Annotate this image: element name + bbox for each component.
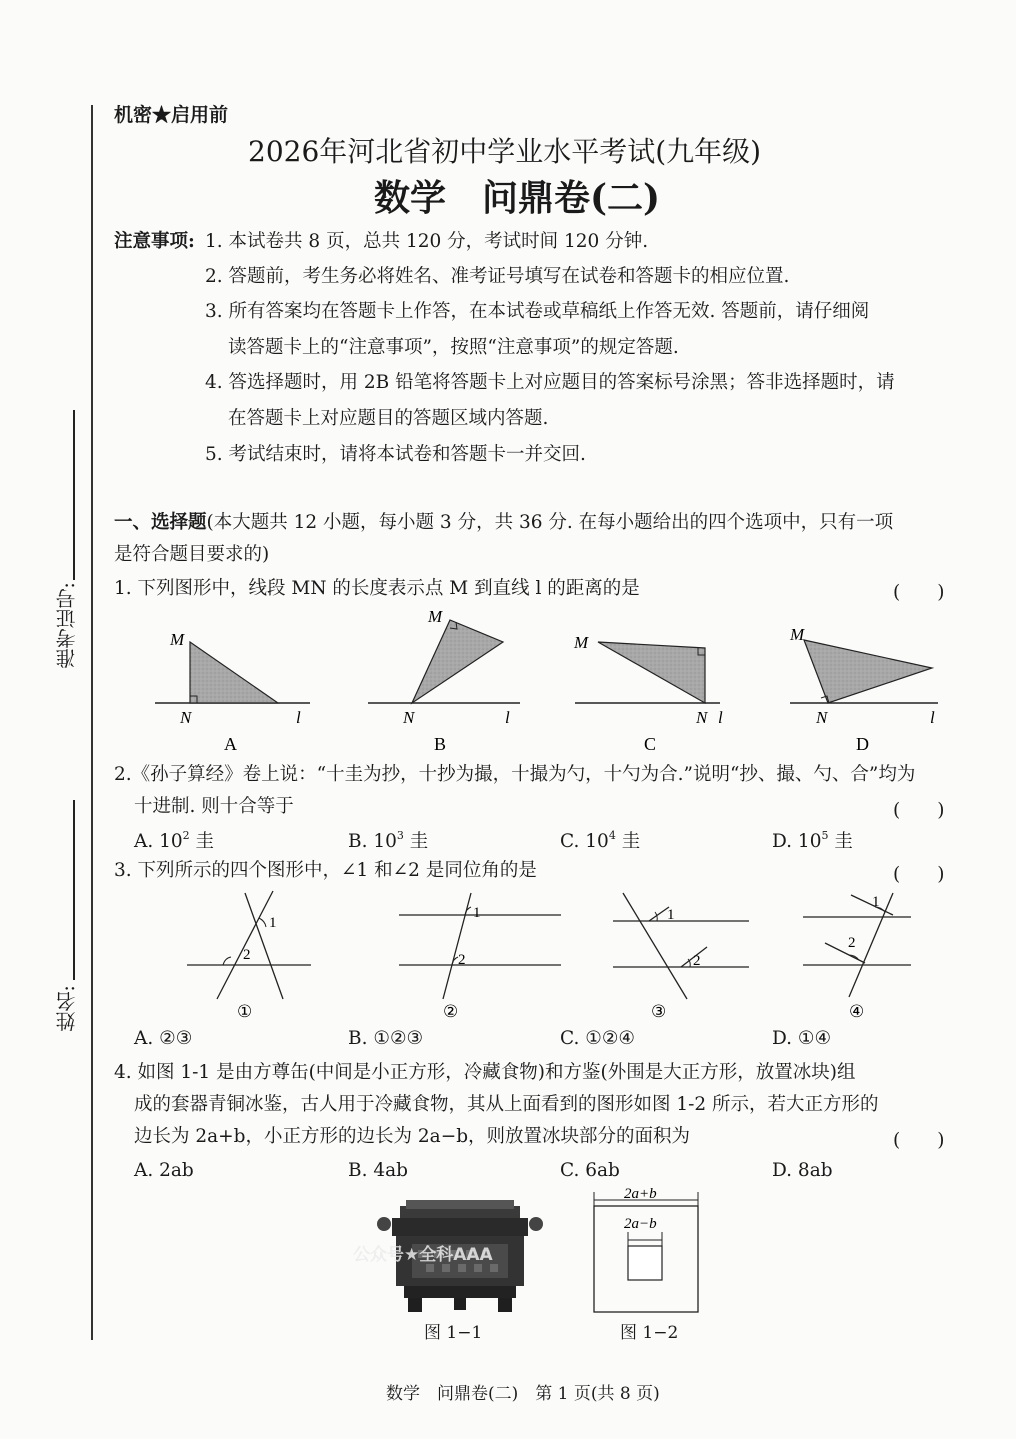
note-2: 2. 答题前，考生务必将姓名、准考证号填写在试卷和答题卡的相应位置.: [205, 266, 790, 287]
q2-b-unit: 圭: [403, 831, 429, 852]
q3-f1-angle1: 1: [269, 915, 277, 931]
q3-f1-angle2: 2: [243, 947, 251, 963]
notes-label: 注意事项:: [114, 231, 195, 252]
q2-d-exp: 5: [821, 829, 829, 842]
q4-option-c[interactable]: C. 6ab: [560, 1160, 620, 1181]
q1-label-b: B: [434, 734, 447, 754]
q3-fig-label-3: ③: [651, 1002, 667, 1021]
q2-c-base: C. 10: [560, 831, 609, 852]
q1-c-n: N: [696, 708, 708, 727]
q3-fig-label-4: ④: [849, 1002, 865, 1021]
exam-title: 2026年河北省初中学业水平考试(九年级): [248, 135, 762, 168]
fig12-inner-label: 2a−b: [624, 1216, 657, 1232]
q3-option-c[interactable]: C. ①②④: [560, 1028, 636, 1049]
q1-label-a: A: [224, 734, 237, 754]
q1-a-n: N: [180, 708, 192, 727]
q3-option-d[interactable]: D. ①④: [772, 1028, 832, 1049]
id-blank-line: [73, 410, 75, 580]
fig1-2-caption: 图 1−2: [620, 1323, 679, 1343]
secret-mark: 机密★启用前: [114, 104, 229, 126]
q3-answer-paren[interactable]: ( ): [893, 864, 945, 885]
q3-fig-label-2: ②: [443, 1002, 459, 1021]
q3-f4-angle2: 2: [848, 935, 856, 951]
q2-option-d[interactable]: [772, 830, 853, 852]
note-3: 3. 所有答案均在答题卡上作答，在本试卷或草稿纸上作答无效. 答题前，请仔细阅: [205, 301, 870, 322]
q4-option-b[interactable]: B. 4ab: [348, 1160, 408, 1181]
q2-d-base: D. 10: [772, 831, 822, 852]
q1-b-l: l: [505, 708, 510, 727]
q3-figure-3: [613, 893, 749, 1021]
section1-desc1: (本大题共 12 小题，每小题 3 分，共 36 分. 在每小题给出的四个选项中，只有一项: [206, 512, 894, 533]
q2-a-base: A. 10: [134, 831, 183, 852]
q1-a-m: M: [170, 630, 185, 649]
note-3b: 读答题卡上的“注意事项”，按照“注意事项”的规定答题.: [228, 337, 679, 358]
q1-d-n: N: [816, 708, 828, 727]
q4-option-a[interactable]: A. 2ab: [134, 1160, 194, 1181]
watermark: 公众号★全科AAA: [353, 1245, 493, 1265]
q1-figure-b: [368, 607, 520, 754]
q4-stem-1: 4. 如图 1-1 是由方尊缶(中间是小正方形，冷藏食物)和方鉴(外围是大正方形，放置冰块)组: [114, 1062, 856, 1083]
q3-figure-1: [187, 891, 311, 1021]
paper-title: 数学 问鼎卷(二): [374, 177, 661, 219]
q3-f3-angle2: 2: [693, 953, 701, 969]
q3-option-a[interactable]: A. ②③: [134, 1028, 193, 1049]
margin-rule: [91, 105, 93, 1340]
q4-stem-2: 成的套器青铜冰鉴，古人用于冷藏食物，其从上面看到的图形如图 1-2 所示，若大正方形的: [134, 1094, 879, 1115]
q3-f2-angle2: 2: [458, 952, 466, 968]
q2-option-a[interactable]: [134, 830, 214, 852]
q3-option-b[interactable]: B. ①②③: [348, 1028, 424, 1049]
q3-figure-2: [399, 893, 561, 1021]
q1-b-m: M: [428, 607, 443, 626]
q1-answer-paren[interactable]: ( ): [893, 582, 945, 603]
q2-a-unit: 圭: [189, 831, 215, 852]
q2-b-exp: 3: [396, 829, 404, 842]
q2-d-unit: 圭: [828, 831, 853, 852]
q2-option-b[interactable]: [348, 830, 428, 852]
q1-b-n: N: [403, 708, 415, 727]
name-label: 姓名:: [55, 985, 79, 1032]
section1-desc2: 是符合题目要求的): [114, 544, 270, 565]
note-4b: 在答题卡上对应题目的答题区域内答题.: [228, 408, 549, 429]
q4-answer-paren[interactable]: ( ): [893, 1130, 945, 1151]
nested-squares-figure: [586, 1186, 706, 1322]
note-5: 5. 考试结束时，请将本试卷和答题卡一并交回.: [205, 444, 586, 465]
q1-stem: 1. 下列图形中，线段 MN 的长度表示点 M 到直线 l 的距离的是: [114, 578, 640, 599]
q1-figure-d: [789, 625, 938, 754]
q3-stem: 3. 下列所示的四个图形中，∠1 和∠2 是同位角的是: [114, 860, 537, 881]
q1-c-m: M: [574, 633, 589, 652]
q2-answer-paren[interactable]: ( ): [893, 800, 945, 821]
fig1-1-caption: 图 1−1: [424, 1323, 483, 1343]
q1-label-d: D: [856, 734, 869, 754]
q2-c-unit: 圭: [615, 831, 641, 852]
page-footer: 数学 问鼎卷(二) 第 1 页(共 8 页): [386, 1384, 660, 1404]
q1-d-l: l: [930, 708, 935, 727]
name-blank-line: [73, 800, 75, 980]
q4-option-d[interactable]: D. 8ab: [772, 1160, 833, 1181]
q3-f2-angle1: 1: [473, 905, 481, 921]
q3-figure-4: [803, 893, 911, 1021]
q2-option-c[interactable]: [560, 830, 640, 852]
q1-a-l: l: [296, 708, 301, 727]
q2-stem-1: 2.《孙子算经》卷上说：“十圭为抄，十抄为撮，十撮为勺，十勺为合.”说明“抄、撮、勺、合”均为: [114, 764, 916, 785]
q3-fig-label-1: ①: [237, 1002, 253, 1021]
section1-heading: 一、选择题: [114, 512, 207, 533]
section1-line1: [114, 514, 893, 533]
q2-a-exp: 2: [182, 829, 190, 842]
q1-figures: [110, 600, 950, 760]
note-4: 4. 答选择题时，用 2B 铅笔将答题卡上对应题目的答案标号涂黑；答非选择题时，请: [205, 372, 895, 393]
q1-d-m: M: [790, 625, 805, 644]
q3-f4-angle1: 1: [872, 894, 880, 910]
q3-f3-angle1: 1: [667, 907, 675, 923]
q1-figure-a: [155, 630, 310, 754]
q1-c-l: l: [718, 708, 723, 727]
note-1: 1. 本试卷共 8 页，总共 120 分，考试时间 120 分钟.: [205, 231, 649, 252]
q2-b-base: B. 10: [348, 831, 397, 852]
q2-stem-2: 十进制. 则十合等于: [134, 796, 294, 817]
fig12-outer-label: 2a+b: [624, 1186, 657, 1202]
q3-figures: [175, 885, 935, 1025]
q1-figure-c: [573, 633, 723, 754]
q2-c-exp: 4: [608, 829, 616, 842]
id-label: 准考证号:: [55, 582, 79, 669]
q1-label-c: C: [644, 734, 657, 754]
q4-stem-3: 边长为 2a+b，小正方形的边长为 2a−b，则放置冰块部分的面积为: [134, 1126, 691, 1147]
